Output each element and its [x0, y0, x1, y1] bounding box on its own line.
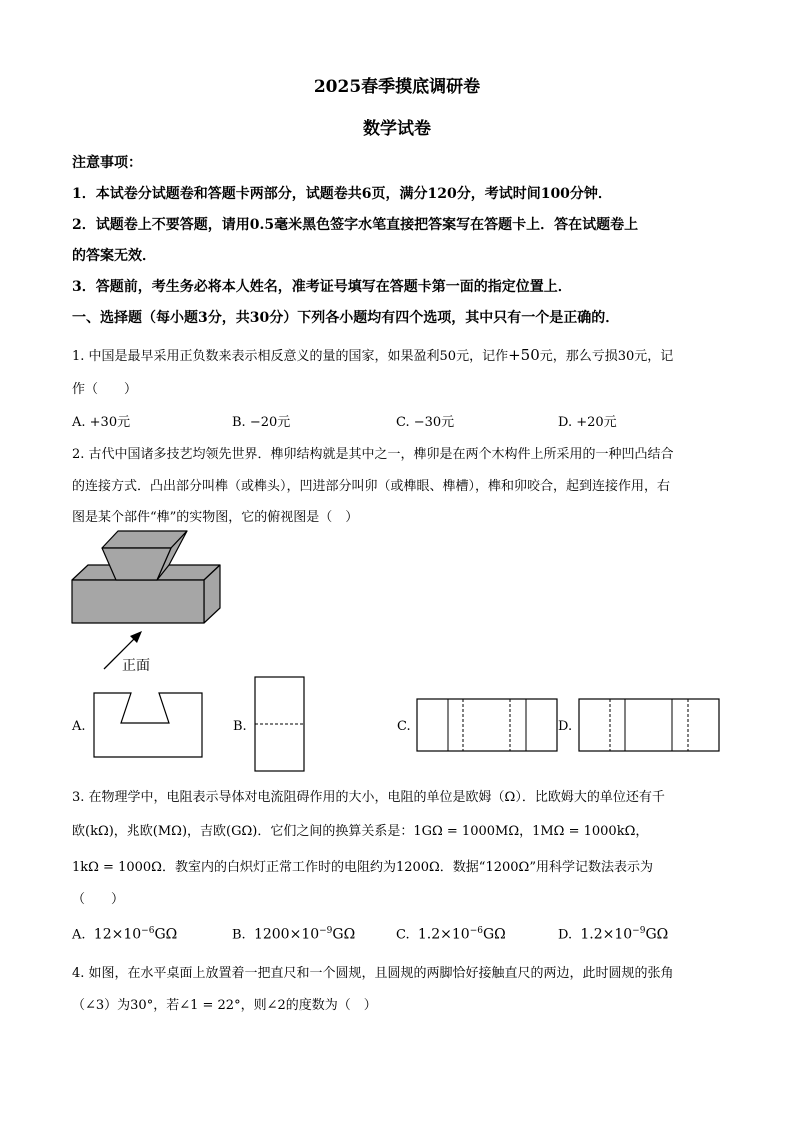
q1-option-d[interactable]: D. +20元	[558, 415, 617, 430]
notice-heading: 注意事项：	[72, 155, 142, 171]
q3-option-d-exponent: −9	[632, 926, 646, 936]
q4-line2: （∠3）为30°，若∠1 = 22°，则∠2的度数为（ ）	[72, 998, 377, 1013]
q2-option-a-label[interactable]: A.	[72, 719, 86, 734]
notice-item-2: 2．试题卷上不要答题，请用0.5毫米黑色签字水笔直接把答案写在答题卡上．答在试题卷上	[72, 217, 639, 233]
section-heading: 一、选择题（每小题3分，共30分）下列各小题均有四个选项，其中只有一个是正确的．	[72, 310, 620, 326]
q3-line2: 欧(kΩ)，兆欧(MΩ)，吉欧(GΩ)．它们之间的换算关系是：1GΩ = 1000MΩ，1MΩ = 1000kΩ，	[72, 824, 649, 839]
q1-text-after: 元，那么亏损30元，记	[539, 349, 674, 364]
q1-math: +50	[508, 346, 540, 364]
q3-option-a[interactable]	[72, 926, 177, 942]
q2-option-b-label[interactable]: B.	[233, 719, 247, 734]
exam-title: 2025春季摸底调研卷	[313, 77, 481, 97]
q1-option-c[interactable]: C. −30元	[396, 415, 455, 430]
q3-option-a-base: 12×10	[93, 926, 142, 943]
q3-option-b-label: B.	[232, 927, 246, 943]
front-label: 正面	[122, 658, 150, 674]
q3-line1: 3. 在物理学中，电阻表示导体对电流阻碍作用的大小，电阻的单位是欧姆（Ω）．比欧姆大的单位还有千	[72, 790, 665, 805]
q3-option-b[interactable]	[232, 926, 355, 942]
q3-option-c[interactable]	[396, 926, 506, 942]
notice-item-2-continued: 的答案无效．	[72, 248, 156, 264]
q3-option-b-exponent: −9	[319, 926, 333, 936]
q2-line2: 的连接方式．凸出部分叫榫（或榫头），凹进部分叫卯（或榫眼、榫槽），榫和卯咬合，起到连接作用，右	[72, 479, 671, 494]
q3-option-a-exponent: −6	[141, 926, 155, 936]
q3-option-d-label: D.	[558, 927, 573, 943]
notice-item-1: 1．本试卷分试题卷和答题卡两部分，试题卷共6页，满分120分，考试时间100分钟．	[72, 186, 612, 202]
q2-line1: 2. 古代中国诸多技艺均领先世界．榫卯结构就是其中之一，榫卯是在两个木构件上所采用的一种凹凸结合	[72, 447, 674, 462]
q3-line4: （ ）	[72, 892, 125, 907]
exam-subtitle: 数学试卷	[363, 119, 431, 139]
q3-option-a-label: A.	[72, 927, 86, 943]
q1-option-a[interactable]: A. +30元	[72, 415, 131, 430]
q1-text-before: 1. 中国是最早采用正负数来表示相反意义的量的国家，如果盈利50元，记作	[72, 349, 509, 364]
notice-item-3: 3．答题前，考生务必将本人姓名，准考证号填写在答题卡第一面的指定位置上．	[72, 279, 572, 295]
q3-option-d-base: 1.2×10	[580, 926, 633, 943]
q2-line3: 图是某个部件“榫”的实物图，它的俯视图是（ ）	[72, 510, 359, 525]
q4-line1: 4. 如图，在水平桌面上放置着一把直尺和一个圆规，且圆规的两脚恰好接触直尺的两边，此时圆规的张角	[72, 966, 674, 981]
q3-line3: 1kΩ = 1000Ω．教室内的白炽灯正常工作时的电阻约为1200Ω．数据“1200Ω”用科学记数法表示为	[72, 860, 653, 875]
q3-option-b-unit: GΩ	[332, 926, 356, 943]
q3-option-c-label: C.	[396, 927, 410, 943]
q1-line2: 作（ ）	[72, 382, 138, 397]
q3-option-c-exponent: −6	[469, 926, 483, 936]
q3-option-b-base: 1200×10	[253, 926, 320, 943]
q3-option-d-unit: GΩ	[645, 926, 669, 943]
q3-option-c-base: 1.2×10	[417, 926, 470, 943]
q3-option-a-unit: GΩ	[154, 926, 178, 943]
q3-option-d[interactable]	[558, 926, 668, 942]
q2-option-c-label[interactable]: C.	[397, 719, 411, 734]
q3-option-c-unit: GΩ	[482, 926, 506, 943]
q1-option-b[interactable]: B. −20元	[232, 415, 291, 430]
q2-option-d-label[interactable]: D.	[558, 719, 573, 734]
